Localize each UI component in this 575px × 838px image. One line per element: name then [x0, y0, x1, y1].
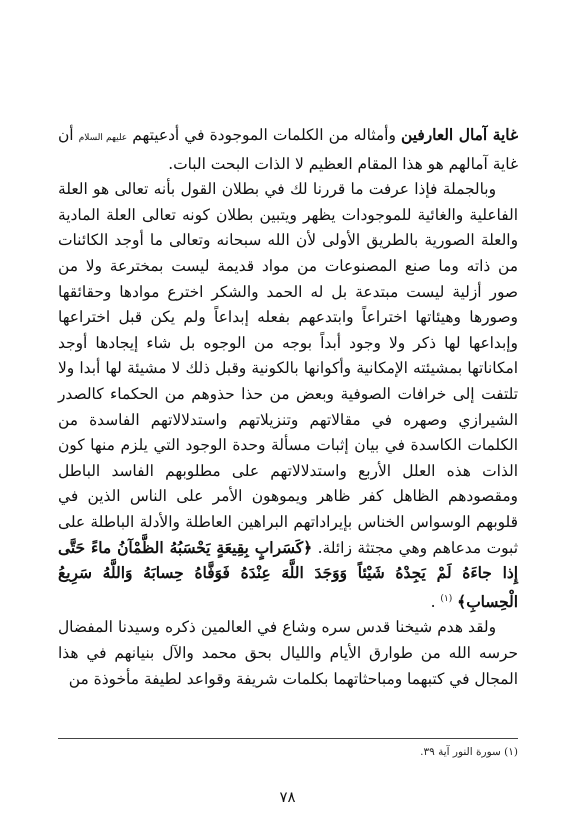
paragraph-1-text-b: أن غاية آمالهم هو هذا المقام العظيم لا الذات البحت البات.: [58, 126, 518, 173]
paragraph-1-text-a: وأمثاله من الكلمات الموجودة في أدعيتهم: [127, 126, 401, 144]
paragraph-2-text-a: وبالجملة فإذا عرفت ما قررنا لك في بطلان القول بأنه تعالى هو العلة الفاعلية والغائية للموجودات يظهر ويتبين بطلان كونه تعالى العلة المادية والعلة الصورية بالطريق الأولى لأن الله سبحانه وتعالى ما أوجد الكائنات من ذاته وما صنع المصنوعات من مواد قديمة ليست بمخترعة ولا من صور أزلية ليست مبتدعة بل له الحمد والشكر اخترع موادها وحقائقها وصورها وهيئاتها اختراعاً وابتدعهم بفعله إبداعاً ولم يكن قبل اختراعها وإبداعها لها ذكر ولا وجود أبداً بوجه من الوجوه بل شاء إيجادها أوجد امكاناتها بمشيئته الإمكانية وأكوانها بالكونية وقبل ذلك لا مشيئة لها أبدا ولا تلتفت إلى خرافات الصوفية وبعض من حذا حذوهم من الحكماء كالصدر الشيرازي وصهره في مقالاتهم وتنزيلاتهم واستدلالاتهم الفاسدة من الكلمات الكاسدة في بيان إثبات مسألة وحدة الوجود التي يلزم منها كون الذات هذه العلل الأربع واستدلالاتهم على مطلوبهم الفاسد الباطل ومقصودهم الظاهل كفر ظاهر ويموهون الأمر على الناس الذين في قلوبهم الوسواس الخناس بإيراداتهم البراهين العاطلة والأدلة الباطلة على ثبوت مدعاهم وهي مجتثة زائلة.: [58, 180, 518, 557]
paragraph-2-text-b: .: [430, 592, 441, 611]
honorific-glyph: عليهم السلام: [78, 133, 128, 143]
quran-verse: ﴿كَسَرابٍ بِقِيعَةٍ يَحْسَبُهُ الظَّمْآنُ ماءً حَتَّى إِذا جاءَهُ لَمْ يَجِدْهُ شَيْئاً وَوَجَدَ اللَّهَ عِنْدَهُ فَوَفَّاهُ حِسابَهُ وَاللَّهُ سَرِيعُ الْحِسابِ﴾: [58, 538, 518, 611]
bold-lead-phrase: غاية آمال العارفين: [400, 126, 518, 144]
footnote-divider: [58, 738, 518, 739]
footnote-reference: (١): [440, 593, 453, 604]
paragraph-3: ولقد هدم شيخنا قدس سره وشاع في العالمين ذكره وسيدنا المفضال حرسه الله من طوارق الأيام والليال بحق محمد والآل بنيانهم في هذا المجال في كتبهما ومباحثاتهما بكلمات شريفة وقواعد لطيفة مأخوذة من: [58, 618, 518, 688]
footnote: (١) سورة النور آية ٣٩.: [420, 746, 518, 758]
body-text: [58, 123, 518, 692]
paragraph-2: [58, 177, 518, 615]
page-number: ٧٨: [279, 788, 296, 806]
paragraph-1: [58, 123, 518, 177]
